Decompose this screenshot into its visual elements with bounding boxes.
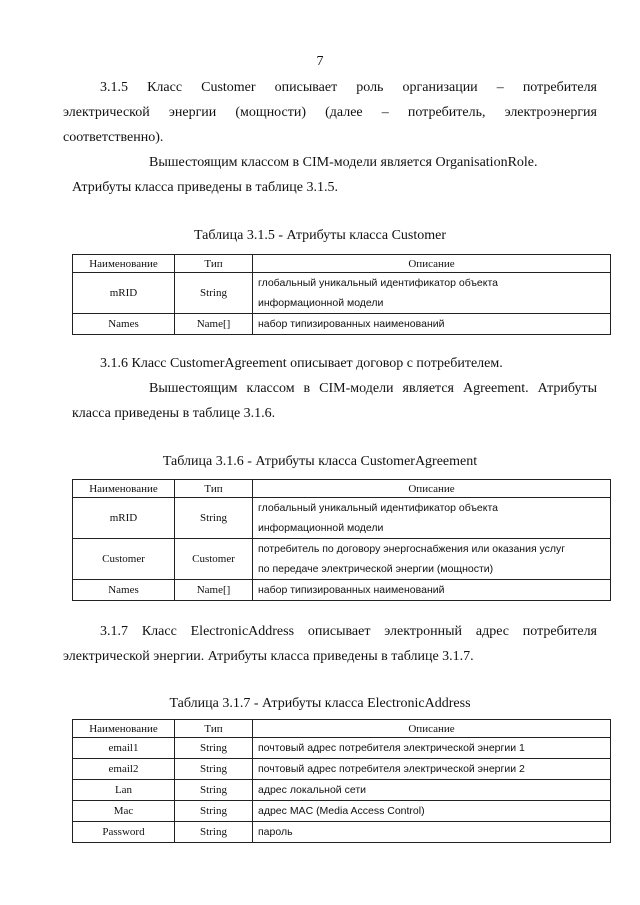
section-3-1-5-line-1: 3.1.5 Класс Customer описывает роль организации – потребителя (100, 80, 597, 95)
header-name: Наименование (73, 255, 175, 273)
table-row (73, 539, 611, 580)
header-description: Описание (253, 255, 611, 273)
header-name: Наименование (73, 720, 175, 738)
cell-type: Name[] (175, 314, 253, 335)
cell-name: mRID (73, 273, 175, 314)
cell-name: mRID (73, 498, 175, 539)
section-3-1-6-line-3: класса приведены в таблице 3.1.6. (72, 406, 276, 421)
table-3-1-6-caption: Таблица 3.1.6 - Атрибуты класса CustomerAgreement (162, 454, 478, 469)
table-row (73, 273, 611, 314)
section-3-1-5-line-3: соответственно). (63, 130, 164, 145)
page-number: 7 (316, 54, 324, 69)
description-line: глобальный уникальный идентификатор объекта (258, 277, 499, 289)
description-line: потребитель по договору энергоснабжения или оказания услуг (258, 543, 566, 555)
cell-description (253, 539, 611, 580)
cell-description (253, 273, 611, 314)
cell-description: адрес MAC (Media Access Control) (253, 801, 611, 822)
table-row (73, 780, 611, 801)
cell-type: String (175, 738, 253, 759)
cell-description (253, 498, 611, 539)
header-description: Описание (253, 480, 611, 498)
header-type: Тип (175, 720, 253, 738)
cell-description: адрес локальной сети (253, 780, 611, 801)
table-3-1-7-caption: Таблица 3.1.7 - Атрибуты класса ElectronicAddress (169, 696, 471, 711)
cell-description: набор типизированных наименований (253, 580, 611, 601)
cell-name: Names (73, 314, 175, 335)
cell-description: почтовый адрес потребителя электрической энергии 1 (253, 738, 611, 759)
section-3-1-5-line-4: Вышестоящим классом в CIM-модели является OrganisationRole. (149, 155, 538, 170)
cell-name: email2 (73, 759, 175, 780)
table-header-row (73, 480, 611, 498)
table-3-1-5-caption: Таблица 3.1.5 - Атрибуты класса Customer (193, 228, 447, 243)
table-row (73, 822, 611, 843)
table-row (73, 314, 611, 335)
table-3-1-7 (72, 719, 611, 843)
header-description: Описание (253, 720, 611, 738)
table-row (73, 801, 611, 822)
header-type: Тип (175, 480, 253, 498)
table-row (73, 580, 611, 601)
cell-type: String (175, 273, 253, 314)
cell-name: Mac (73, 801, 175, 822)
cell-type: Name[] (175, 580, 253, 601)
description-line: информационной модели (258, 297, 384, 309)
header-type: Тип (175, 255, 253, 273)
cell-name: Lan (73, 780, 175, 801)
cell-description: пароль (253, 822, 611, 843)
cell-type: String (175, 801, 253, 822)
table-row (73, 759, 611, 780)
table-header-row (73, 255, 611, 273)
description-line: по передаче электрической энергии (мощности) (258, 563, 494, 575)
section-3-1-5-line-5: Атрибуты класса приведены в таблице 3.1.5. (72, 180, 338, 195)
section-3-1-6-line-2: Вышестоящим классом в CIM-модели является Agreement. Атрибуты (149, 381, 597, 396)
cell-name: email1 (73, 738, 175, 759)
cell-name: Password (73, 822, 175, 843)
cell-type: Customer (175, 539, 253, 580)
section-3-1-7-line-1: 3.1.7 Класс ElectronicAddress описывает электронный адрес потребителя (100, 624, 597, 639)
cell-type: String (175, 780, 253, 801)
cell-type: String (175, 498, 253, 539)
description-line: информационной модели (258, 522, 384, 534)
table-3-1-5 (72, 254, 611, 335)
table-header-row (73, 720, 611, 738)
cell-description: набор типизированных наименований (253, 314, 611, 335)
cell-name: Names (73, 580, 175, 601)
table-row (73, 738, 611, 759)
table-row (73, 498, 611, 539)
cell-description: почтовый адрес потребителя электрической энергии 2 (253, 759, 611, 780)
description-line: глобальный уникальный идентификатор объекта (258, 502, 499, 514)
section-3-1-7-line-2: электрической энергии. Атрибуты класса приведены в таблице 3.1.7. (63, 649, 474, 664)
header-name: Наименование (73, 480, 175, 498)
section-3-1-6-line-1: 3.1.6 Класс CustomerAgreement описывает договор с потребителем. (100, 356, 503, 371)
section-3-1-5-line-2: электрической энергии (мощности) (далее – потребитель, электроэнергия (63, 105, 597, 120)
cell-type: String (175, 822, 253, 843)
cell-type: String (175, 759, 253, 780)
table-3-1-6 (72, 479, 611, 601)
cell-name: Customer (73, 539, 175, 580)
